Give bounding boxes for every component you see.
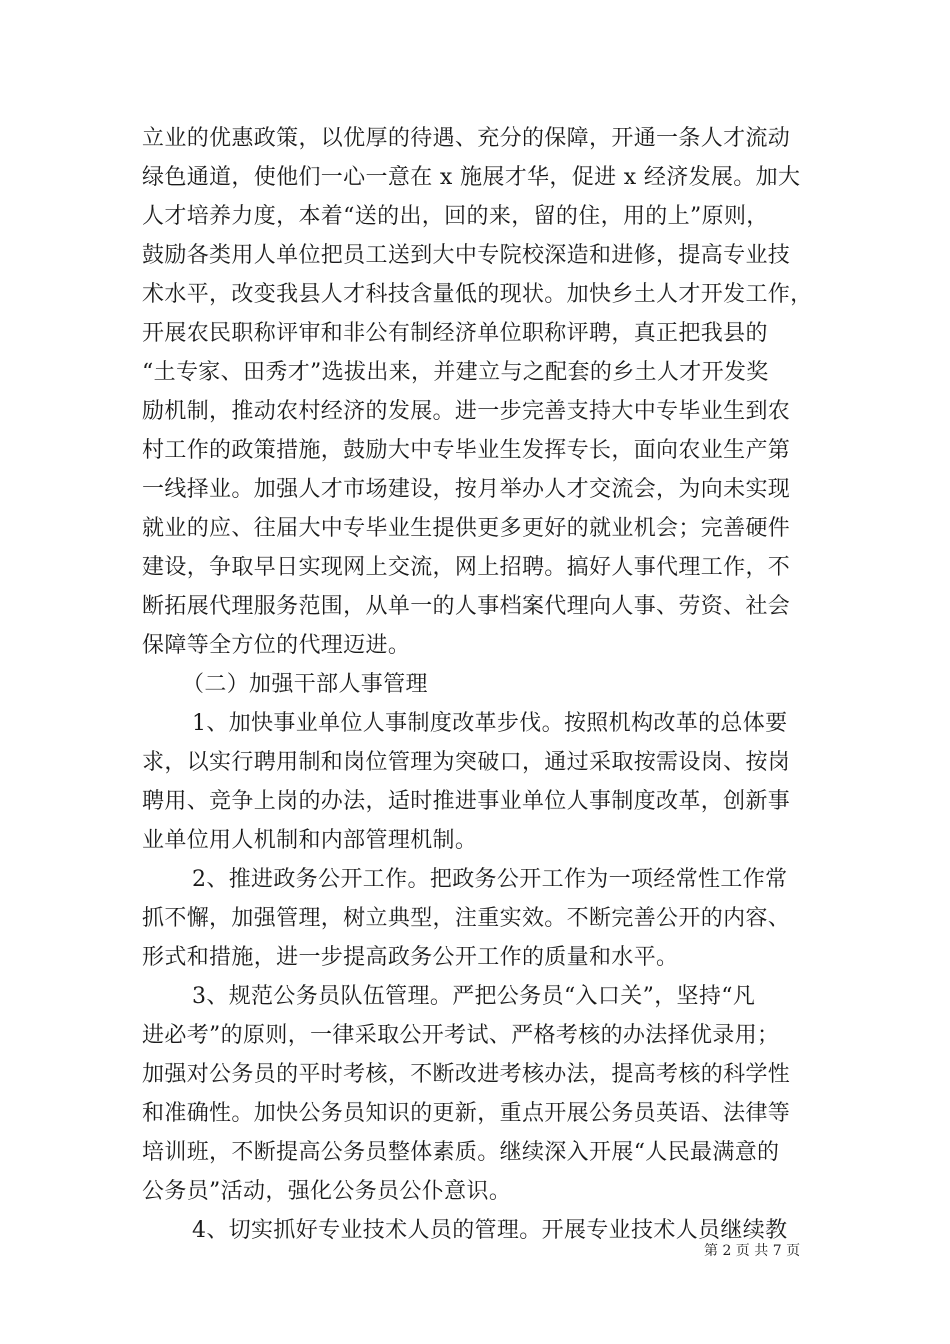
text-line: 保障等全方位的代理迈进。 <box>142 633 411 658</box>
text-line: 4、切实抓好专业技术人员的管理。开展专业技术人员继续教 <box>192 1218 788 1243</box>
text-line: 立业的优惠政策，以优厚的待遇、充分的保障，开通一条人才流动 <box>142 126 791 151</box>
text-line: 鼓励各类用人单位把员工送到大中专院校深造和进修，提高专业技 <box>142 243 791 268</box>
text-line: 和准确性。加快公务员知识的更新，重点开展公务员英语、法律等 <box>142 1101 791 1126</box>
text-line: 绿色通道，使他们一心一意在 x 施展才华，促进 x 经济发展。加大 <box>142 165 801 190</box>
page-number-footer: 第 2 页 共 7 页 <box>704 1243 801 1259</box>
text-line: 聘用、竞争上岗的办法，适时推进事业单位人事制度改革，创新事 <box>142 789 791 814</box>
text-line: 励机制，推动农村经济的发展。进一步完善支持大中专毕业生到农 <box>142 399 791 424</box>
text-line: 加强对公务员的平时考核，不断改进考核办法，提高考核的科学性 <box>142 1062 791 1087</box>
text-line: 村工作的政策措施，鼓励大中专毕业生发挥专长，面向农业生产第 <box>142 438 791 463</box>
text-line: 一线择业。加强人才市场建设，按月举办人才交流会，为向未实现 <box>142 477 791 502</box>
text-line: 进必考”的原则，一律采取公开考试、严格考核的办法择优录用； <box>142 1023 780 1048</box>
text-line: 3、规范公务员队伍管理。严把公务员“入口关”，坚持“凡 <box>192 984 756 1009</box>
text-line: 人才培养力度，本着“送的出，回的来，留的住，用的上”原则， <box>142 204 769 229</box>
text-line: 求，以实行聘用制和岗位管理为突破口，通过采取按需设岗、按岗 <box>142 750 791 775</box>
text-line: 术水平，改变我县人才科技含量低的现状。加快乡土人才开发工作， <box>142 282 813 307</box>
text-line: 抓不懈，加强管理，树立典型，注重实效。不断完善公开的内容、 <box>142 906 791 931</box>
text-line: “土专家、田秀才”选拔出来，并建立与之配套的乡土人才开发奖 <box>142 360 769 385</box>
text-line: 开展农民职称评审和非公有制经济单位职称评聘，真正把我县的 <box>142 321 768 346</box>
text-line: 建设，争取早日实现网上交流，网上招聘。搞好人事代理工作，不 <box>142 555 791 580</box>
text-line: 断拓展代理服务范围，从单一的人事档案代理向人事、劳资、社会 <box>142 594 791 619</box>
text-line: 公务员”活动，强化公务员公仆意识。 <box>142 1179 512 1204</box>
text-line: 1、加快事业单位人事制度改革步伐。按照机构改革的总体要 <box>192 711 788 736</box>
text-line: 2、推进政务公开工作。把政务公开工作为一项经常性工作常 <box>192 867 788 892</box>
text-line: 培训班，不断提高公务员整体素质。继续深入开展“人民最满意的 <box>142 1140 780 1165</box>
text-line: 就业的应、往届大中专毕业生提供更多更好的就业机会；完善硬件 <box>142 516 791 541</box>
text-line: 业单位用人机制和内部管理机制。 <box>142 828 478 853</box>
text-line: 形式和措施，进一步提高政务公开工作的质量和水平。 <box>142 945 679 970</box>
section-heading: （二）加强干部人事管理 <box>182 672 428 697</box>
